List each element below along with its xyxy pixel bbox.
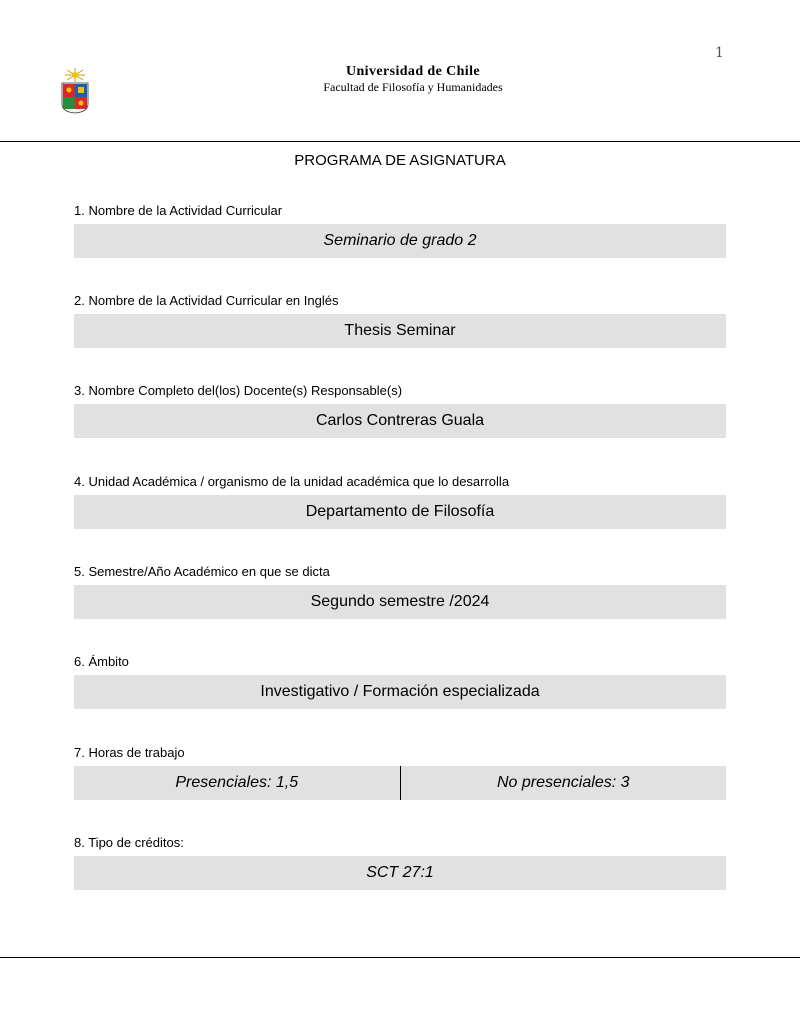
scope-field: Investigativo / Formación especializada xyxy=(74,675,726,709)
section-label: 6. Ámbito xyxy=(74,654,129,669)
section-work-hours xyxy=(74,744,726,800)
remote-hours: No presenciales: 3 xyxy=(496,774,630,791)
work-hours-field xyxy=(74,766,726,800)
instructor-field: Carlos Contreras Guala xyxy=(74,404,726,438)
section-label: 5. Semestre/Año Académico en que se dicta xyxy=(74,564,330,579)
section-label: 7. Horas de trabajo xyxy=(74,745,185,760)
academic-unit-field: Departamento de Filosofía xyxy=(74,495,726,529)
section-semester xyxy=(74,563,726,619)
in-person-hours: Presenciales: 1,5 xyxy=(175,774,299,791)
course-name-english-field: Thesis Seminar xyxy=(74,314,726,348)
credit-type-field: SCT 27:1 xyxy=(74,856,726,890)
section-label: 2. Nombre de la Actividad Curricular en Inglés xyxy=(74,293,339,308)
section-label: 8. Tipo de créditos: xyxy=(74,835,184,850)
section-course-name xyxy=(74,202,726,258)
section-credit-type xyxy=(74,834,726,890)
footer-divider xyxy=(0,957,800,958)
section-instructor xyxy=(74,382,726,438)
section-label: 4. Unidad Académica / organismo de la unidad académica que lo desarrolla xyxy=(74,474,510,489)
course-name-field: Seminario de grado 2 xyxy=(74,224,726,258)
header-divider xyxy=(0,141,800,142)
section-scope xyxy=(74,653,726,709)
university-name: Universidad de Chile xyxy=(345,64,480,79)
section-course-name-english xyxy=(74,292,726,348)
page-number: 1 xyxy=(715,45,724,61)
section-label: 1. Nombre de la Actividad Curricular xyxy=(74,203,283,218)
document-title: PROGRAMA DE ASIGNATURA xyxy=(294,152,506,169)
semester-field: Segundo semestre /2024 xyxy=(74,585,726,619)
section-academic-unit xyxy=(74,473,726,529)
section-label: 3. Nombre Completo del(los) Docente(s) Responsable(s) xyxy=(74,383,403,398)
faculty-name: Facultad de Filosofía y Humanidades xyxy=(323,80,503,94)
